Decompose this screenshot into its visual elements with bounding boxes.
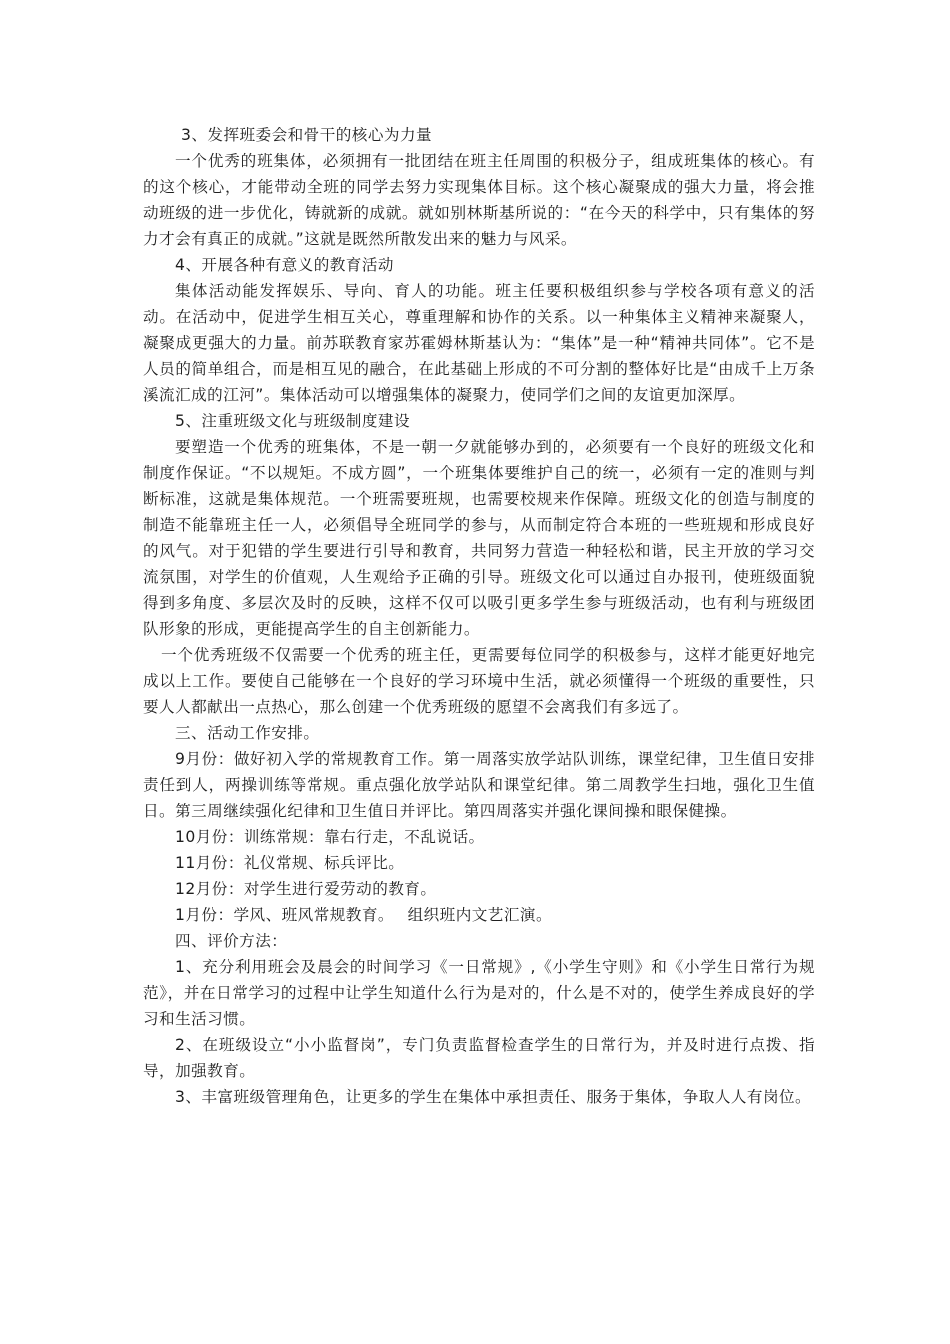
paragraph-core-members: 一个优秀的班集体，必须拥有一批团结在班主任周围的积极分子，组成班集体的核心。有的这个核心，才能带动全班的同学去努力实现集体目标。这个核心凝聚成的强大力量，将会推动班级的进一步优化，铸就新的成就。就如别林斯基所说的：“在今天的科学中，只有集体的努力才会有真正的成就。”这就是既然所散发出来的魅力与风采。 xyxy=(143,152,815,248)
heading-work-arrangement: 三、活动工作安排。 xyxy=(175,724,320,742)
paragraph-evaluation-1: 1、充分利用班会及晨会的时间学习《一日常规》,《小学生守则》和《小学生日常行为规范》，并在日常学习的过程中让学生知道什么行为是对的，什么是不对的，使学生养成良好的学习和生活习惯。 xyxy=(143,958,815,1028)
paragraph-class-culture: 要塑造一个优秀的班集体，不是一朝一夕就能够办到的，必须要有一个良好的班级文化和制度作保证。“不以规矩。不成方圆”，一个班集体要维护自己的统一，必须有一定的准则与判断标准，这就是集体规范。一个班需要班规，也需要校规来作保障。班级文化的创造与制度的制造不能靠班主任一人，必须倡导全班同学的参与，从而制定符合本班的一些班规和形成良好的风气。对于犯错的学生要进行引导和教育，共同努力营造一种轻松和谐，民主开放的学习交流氛围，对学生的价值观，人生观给予正确的引导。班级文化可以通过自办报刊，使班级面貌得到多角度、多层次及时的反映，这样不仅可以吸引更多学生参与班级活动，也有利与班级团队形象的形成，更能提高学生的自主创新能力。 xyxy=(143,438,815,638)
paragraph-november: 11月份：礼仪常规、标兵评比。 xyxy=(175,854,405,872)
paragraph-collective-activities: 集体活动能发挥娱乐、导向、育人的功能。班主任要积极组织参与学校各项有意义的活动。在活动中，促进学生相互关心，尊重理解和协作的关系。以一种集体主义精神来凝聚人，凝聚成更强大的力量。前苏联教育家苏霍姆林斯基认为：“集体”是一种“精神共同体”。它不是人员的简单组合，而是相互见的融合，在此基础上形成的不可分割的整体好比是“由成千上万条溪流汇成的江河”。集体活动可以增强集体的凝聚力，使同学们之间的友谊更加深厚。 xyxy=(143,282,815,404)
paragraph-january: 1月份：学风、班风常规教育。 组织班内文艺汇演。 xyxy=(175,906,552,924)
heading-class-culture: 5、注重班级文化与班级制度建设 xyxy=(175,412,410,430)
paragraph-october: 10月份：训练常规：靠右行走，不乱说话。 xyxy=(175,828,485,846)
heading-education-activities: 4、开展各种有意义的教育活动 xyxy=(175,256,394,274)
paragraph-evaluation-2: 2、在班级设立“小小监督岗”，专门负责监督检查学生的日常行为，并及时进行点拨、指导，加强教育。 xyxy=(143,1036,815,1080)
paragraph-excellent-class: 一个优秀班级不仅需要一个优秀的班主任，更需要每位同学的积极参与，这样才能更好地完成以上工作。要使自己能够在一个良好的学习环境中生活，就必须懂得一个班级的重要性，只要人人都献出一点热心，那么创建一个优秀班级的愿望不会离我们有多远了。 xyxy=(143,646,815,716)
paragraph-evaluation-3: 3、丰富班级管理角色，让更多的学生在集体中承担责任、服务于集体，争取人人有岗位。 xyxy=(175,1088,812,1106)
heading-evaluation: 四、评价方法： xyxy=(175,932,288,950)
heading-core-strength: 3、发挥班委会和骨干的核心为力量 xyxy=(181,126,433,144)
paragraph-december: 12月份：对学生进行爱劳动的教育。 xyxy=(175,880,437,898)
document-body xyxy=(143,122,815,1110)
paragraph-september: 9月份：做好初入学的常规教育工作。第一周落实放学站队训练，课堂纪律，卫生值日安排责任到人，两操训练等常规。重点强化放学站队和课堂纪律。第二周教学生扫地，强化卫生值日。第三周继续强化纪律和卫生值日并评比。第四周落实并强化课间操和眼保健操。 xyxy=(143,750,815,820)
